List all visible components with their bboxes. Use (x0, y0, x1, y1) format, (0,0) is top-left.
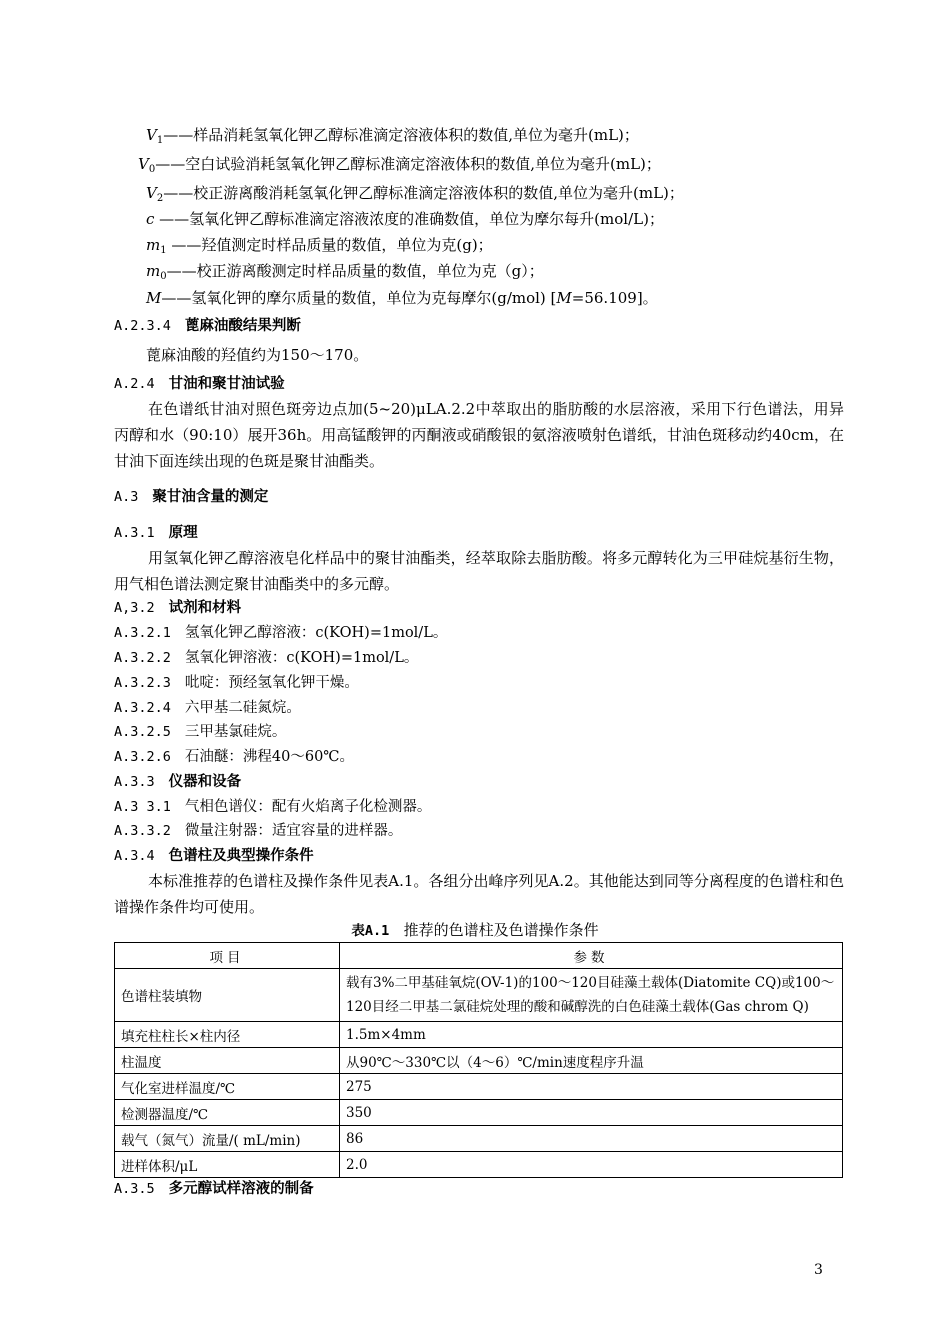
section-heading (114, 316, 301, 336)
header-item: 项目 (115, 943, 340, 969)
cell-value: 载有3%二甲基硅氧烷(OV-1)的100～120目硅藻土载体(Diatomite CQ)或100～120目经二甲基二氯硅烷处理的酸和碱醇洗的白色硅藻土载体(Gas chrom Q) (340, 969, 843, 1022)
definition-m0 (146, 261, 544, 287)
section-heading (114, 487, 268, 507)
item-number: A.3.2.3 (114, 675, 171, 691)
symbol-inline: M (556, 289, 572, 307)
list-item (114, 797, 431, 817)
cell-value: 350 (340, 1100, 843, 1126)
item-text: 吡啶：预经氢氧化钾干燥。 (184, 675, 359, 691)
item-number: A.3.3.2 (114, 823, 171, 839)
table-title: 推荐的色谱柱及色谱操作条件 (403, 921, 599, 939)
definition-text: ——校正游离酸消耗氢氧化钾乙醇标准滴定溶液体积的数值,单位为毫升(mL)； (163, 184, 684, 202)
section-number: A.3.5 (114, 1181, 155, 1197)
section-title: 蓖麻油酸结果判断 (184, 317, 301, 334)
page-number: 3 (814, 1262, 823, 1278)
section-number: A.3.3 (114, 774, 155, 790)
definition-text: ——空白试验消耗氢氧化钾乙醇标准滴定溶液体积的数值,单位为毫升(mL)； (155, 155, 661, 173)
list-item (114, 821, 402, 841)
definition-v1 (146, 125, 639, 151)
list-item (114, 623, 447, 643)
item-number: A.3.2.1 (114, 625, 171, 641)
parameters-table (114, 942, 843, 1178)
cell-item: 检测器温度/℃ (115, 1100, 340, 1126)
item-text: 三甲基氯硅烷。 (184, 724, 287, 740)
symbol: M (146, 289, 162, 307)
section-heading (114, 523, 198, 543)
section-number: A,3.2 (114, 600, 155, 616)
symbol: m (146, 236, 161, 254)
subscript: 1 (156, 135, 164, 146)
subscript: 0 (160, 271, 167, 282)
paragraph: 用氢氧化钾乙醇溶液皂化样品中的聚甘油酯类，经萃取除去脂肪酸。将多元醇转化为三甲硅烷基衍生物，用气相色谱法测定聚甘油酯类中的多元醇。 (114, 549, 844, 593)
cell-item: 填充柱柱长×柱内径 (115, 1022, 340, 1048)
definition-text: ——羟值测定时样品质量的数值，单位为克(g)； (166, 236, 493, 254)
section-heading (114, 772, 241, 792)
cell-value: 275 (340, 1074, 843, 1100)
table-caption (0, 919, 950, 940)
item-number: A.3 3.1 (114, 799, 171, 815)
item-text: 石油醚：沸程40～60℃。 (184, 749, 355, 765)
subscript: 0 (148, 164, 156, 175)
symbol: V (146, 184, 157, 202)
list-item (114, 747, 354, 767)
section-number: A.2.3.4 (114, 318, 171, 334)
section-title: 多元醇试样溶液的制备 (168, 1180, 314, 1197)
section-title: 仪器和设备 (168, 773, 242, 790)
item-number: A.3.2.4 (114, 700, 171, 716)
table-row (115, 1126, 843, 1152)
definition-text: ——样品消耗氢氧化钾乙醇标准滴定溶液体积的数值,单位为毫升(mL)； (163, 126, 639, 144)
cell-value: 从90℃～330℃以（4～6）℃/min速度程序升温 (340, 1048, 843, 1074)
section-number: A.2.4 (114, 376, 155, 392)
definition-v0 (138, 154, 661, 180)
definition-c (146, 209, 664, 229)
definition-m1 (146, 235, 493, 261)
list-item (114, 698, 301, 718)
cell-value: 1.5m×4mm (340, 1022, 843, 1048)
list-item (114, 648, 418, 668)
definition-text: ——氢氧化钾的摩尔质量的数值，单位为克每摩尔(g/mol) [ (161, 289, 557, 307)
table-row (115, 1100, 843, 1126)
definition-M (146, 288, 658, 308)
section-number: A.3 (114, 489, 139, 505)
cell-item: 柱温度 (115, 1048, 340, 1074)
list-item (114, 722, 286, 742)
section-title: 原理 (168, 524, 198, 541)
cell-value: 2.0 (340, 1152, 843, 1178)
paragraph: 本标准推荐的色谱柱及操作条件见表A.1。各组分出峰序列见A.2。其他能达到同等分离程度的色谱柱和色谱操作条件均可使用。 (114, 872, 844, 916)
symbol: c (146, 210, 155, 228)
cell-item: 进样体积/μL (115, 1152, 340, 1178)
cell-item: 色谱柱装填物 (115, 969, 340, 1022)
cell-item: 气化室进样温度/℃ (115, 1074, 340, 1100)
cell-item: 载气（氮气）流量/( mL/min) (115, 1126, 340, 1152)
table-header-row (115, 943, 843, 969)
section-title: 试剂和材料 (168, 599, 242, 616)
header-value: 参数 (340, 943, 843, 969)
item-number: A.3.2.2 (114, 650, 171, 666)
section-title: 聚甘油含量的测定 (152, 488, 269, 505)
section-number: A.3.4 (114, 848, 155, 864)
definition-text-end: =56.109]。 (571, 289, 658, 307)
table-row (115, 1022, 843, 1048)
section-number: A.3.1 (114, 525, 155, 541)
item-text: 氢氧化钾乙醇溶液：c(KOH)=1mol/L。 (184, 625, 448, 641)
section-heading (114, 374, 285, 394)
symbol: V (146, 126, 157, 144)
section-heading (114, 846, 314, 866)
item-text: 氢氧化钾溶液：c(KOH)=1mol/L。 (184, 650, 419, 666)
subscript: 1 (160, 245, 167, 256)
item-text: 气相色谱仪：配有火焰离子化检测器。 (184, 799, 432, 815)
list-item (114, 673, 359, 693)
section-heading (114, 598, 241, 618)
item-text: 六甲基二硅氮烷。 (184, 700, 301, 716)
paragraph: 蓖麻油酸的羟值约为150～170。 (146, 346, 369, 364)
table-number: 表A.1 (351, 923, 390, 939)
section-heading (114, 1179, 314, 1199)
subscript: 2 (156, 193, 164, 204)
table-row (115, 1048, 843, 1074)
table-row (115, 1074, 843, 1100)
definition-text: ——氢氧化钾乙醇标准滴定溶液浓度的准确数值，单位为摩尔每升(mol/L)； (154, 210, 664, 228)
item-number: A.3.2.5 (114, 724, 171, 740)
section-title: 甘油和聚甘油试验 (168, 375, 285, 392)
symbol: V (138, 155, 149, 173)
table-row (115, 1152, 843, 1178)
section-title: 色谱柱及典型操作条件 (168, 847, 314, 864)
symbol: m (146, 262, 161, 280)
item-number: A.3.2.6 (114, 749, 171, 765)
item-text: 微量注射器：适宜容量的进样器。 (184, 823, 403, 839)
paragraph: 在色谱纸甘油对照色斑旁边点加(5~20)μLA.2.2中萃取出的脂肪酸的水层溶液，采用下行色谱法，用异丙醇和水（90:10）展开36h。用高锰酸钾的丙酮液或硝酸银的氨溶液喷射色谱纸，甘油色斑移动约40cm，在甘油下面连续出现的色斑是聚甘油酯类。 (114, 400, 844, 470)
table-row (115, 969, 843, 1022)
cell-value: 86 (340, 1126, 843, 1152)
definition-text: ——校正游离酸测定时样品质量的数值，单位为克（g）； (166, 262, 544, 280)
definition-v2 (146, 183, 684, 209)
